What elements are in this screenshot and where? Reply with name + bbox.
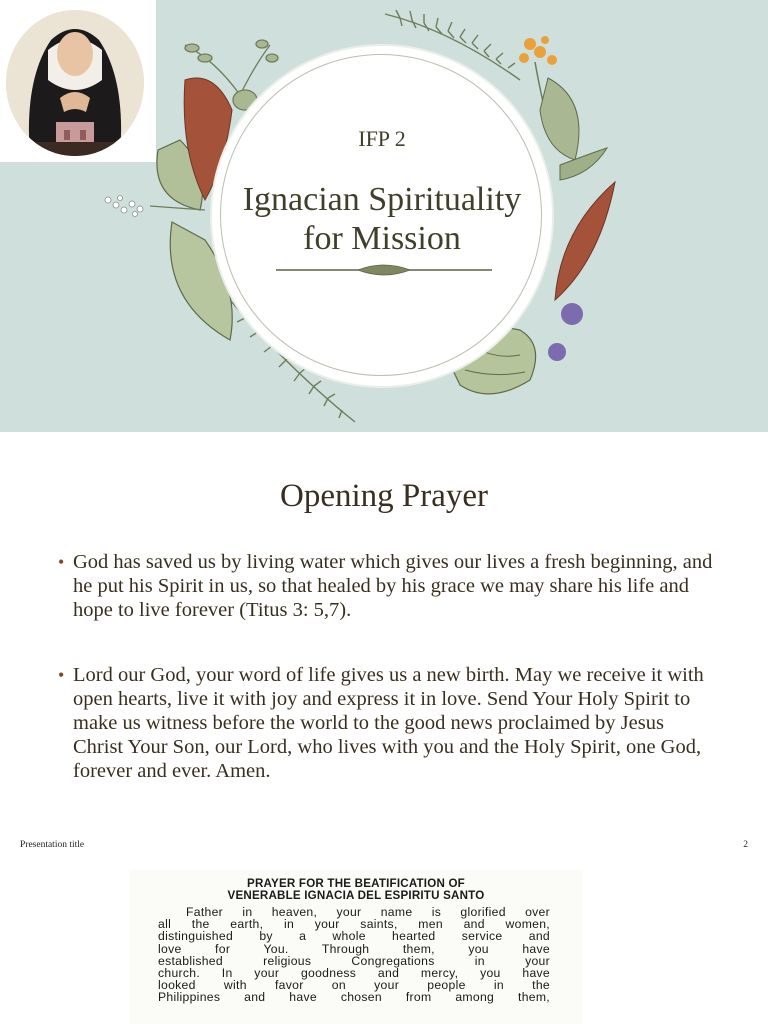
portrait-frame xyxy=(0,0,156,162)
orange-flowers xyxy=(519,36,557,65)
opening-prayer-slide xyxy=(0,432,768,864)
prayer-card-body xyxy=(158,906,550,1004)
prayer-bullet-list xyxy=(58,550,718,824)
heading-line-2: VENERABLE IGNACIA DEL ESPIRITU SANTO xyxy=(227,889,485,902)
page-number: 2 xyxy=(743,840,748,850)
purple-flowers xyxy=(548,303,583,361)
body-line: all the earth, in your saints, men and women, xyxy=(158,917,550,932)
body-line: love for You. Through them, you have xyxy=(158,941,550,956)
body-line: Philippines and have chosen from among them, xyxy=(158,990,550,1005)
bullet-item: • Lord our God, your word of life gives us a new birth. May we receive it with open hearts, live it with joy and express it in love. Send Your Holy Spirit to make us witness before the world to the good news proclaimed by Jesus Christ Your Son, our Lord, who lives with you and the Holy Spirit, one God, forever and ever. Amen. xyxy=(58,663,718,783)
heading-line-1: PRAYER FOR THE BEATIFICATION OF xyxy=(247,877,465,890)
body-line: distinguished by a whole hearted service and xyxy=(158,929,550,944)
body-line: established religious Congregations in your xyxy=(158,953,550,968)
title-slide xyxy=(0,0,768,432)
title-divider xyxy=(276,262,492,278)
nun-portrait-image xyxy=(6,10,144,156)
title-line-1: Ignacian Spirituality xyxy=(242,181,522,218)
beatification-prayer-slide xyxy=(0,864,768,1024)
red-leaf-right xyxy=(555,182,615,300)
title-line-2: for Mission xyxy=(303,220,461,257)
course-code: IFP 2 xyxy=(358,126,406,151)
bullet-item: • God has saved us by living water which gives our lives a fresh beginning, and he put his Spirit in us, so that healed by his grace we may share his life and hope to live forever (Titus 3: 5,7). xyxy=(58,550,718,622)
slide-heading: Opening Prayer xyxy=(279,478,489,514)
body-line: Father in heaven, your name is glorified over xyxy=(186,905,550,919)
prayer-card-heading xyxy=(130,878,582,902)
scanned-prayer-card xyxy=(130,870,582,1024)
footer-presentation-title: Presentation title xyxy=(20,840,85,850)
slide-title xyxy=(212,180,552,258)
body-line: looked with favor on your people in the xyxy=(158,978,550,993)
body-line: church. In your goodness and mercy, you have xyxy=(158,966,550,981)
